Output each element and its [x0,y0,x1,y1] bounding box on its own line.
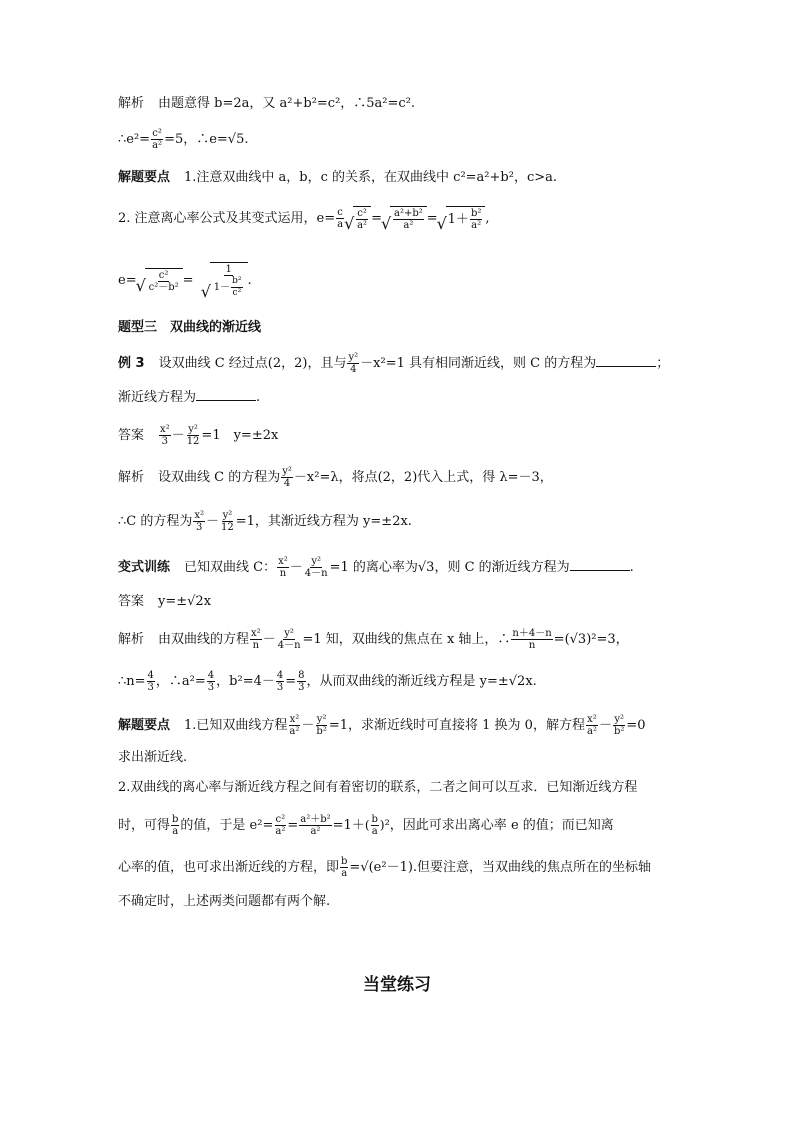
fraction: $\frac{b}{a}$ [172,814,179,837]
fraction: $\frac{\text{y²}}{12}$ [221,510,234,533]
fraction: $\frac{b}{a}$ [341,856,348,879]
label-daan: 答案 [118,428,145,443]
text: 不确定时，上述两类问题都有两个解. [118,894,331,909]
fraction: $\frac{\text{y²}}{\text{b²}}$ [316,714,327,737]
label-yaodian: 解题要点 [118,718,171,733]
text: =1＋ [332,818,365,833]
solution-line-1 [118,94,415,114]
sqrt: √ 1 1－ $\frac{\text{b²}}{\text{c²}}$ [210,262,248,299]
text: ∴e²= [118,132,151,147]
example-3-line-2 [118,388,260,408]
text: ，b²=4－ [216,674,275,689]
key-point-2-line-2 [118,748,187,768]
text: =1 y=±2x [201,428,279,443]
key-point-2-line-3 [118,778,637,798]
key-point-line-1 [118,168,557,188]
text: 由双曲线的方程 [158,632,250,647]
text: ，∴a²= [155,674,206,689]
solution-var-line-1: 解析 由双曲线的方程 $\frac{\text{x²}}{n}$ － $\frac{\text{y²}}{4-n}$ =1 知，双曲线的焦点在 x 轴上，∴ $\frac{n+4-n}{n}$ =(√3)²=3， [118,628,629,651]
answer-line-3: 答案 $\frac{\text{x²}}{3}$ － $\frac{\text{y²}}{12}$ =1 y=±2x [118,424,279,447]
fraction: $\frac{4}{3}$ [147,670,154,693]
key-point-2-line-4: 时，可得 $\frac{b}{a}$ 的值，于是 e²= $\frac{\text{c²}}{\text{a²}}$ = $\frac{\text{a²＋b²}}{\text{a²}}$ =1＋( $\frac{b}{a}$ )²，因此可求出离心率 e 的值；而已知离 [118,814,614,837]
text: 1.已知双曲线方程 [184,718,288,733]
sqrt: √ $\frac{\text{c²}}{\text{a²}}$ [353,206,371,231]
text: 求出渐近线. [118,750,188,765]
key-point-2-line-1: 解题要点 1.已知双曲线方程 $\frac{\text{x²}}{\text{a²}}$ － $\frac{\text{y²}}{\text{b²}}$ =1，求渐近线时可直接将 1 换为 0，解方程 $\frac{\text{x²}}{\text{a²}}$ － $\frac{\text{y²}}{\text{b²}}$ =0 [118,714,646,737]
text: y=±√2x [158,594,212,609]
fraction: $\frac{c}{a}$ [337,207,344,230]
text: ∴n= [118,674,146,689]
text: 渐近线方程为 [118,390,197,405]
text: －x²=λ，将点(2，2)代入上式，得 λ=－3， [293,470,553,485]
text: =0 [626,718,646,733]
sqrt: √ $\frac{\text{c²}}{\text{c²－b²}}$ [145,268,183,293]
text: 由题意得 b=2a，又 a²+b²=c²，∴5a²=c². [158,96,416,111]
label-yaodian: 解题要点 [118,170,171,185]
fraction: $\frac{\text{c²}}{\text{a²}}$ [275,814,286,837]
fraction: $\frac{\text{x²}}{3}$ [194,510,205,533]
text: 已知双曲线 C： [184,560,277,575]
text: =1，求渐近线时可直接将 1 换为 0，解方程 [328,718,585,733]
fraction: $\frac{\text{y²}}{12}$ [186,424,200,447]
text: 2. 注意离心率公式及其变式运用，e= [118,211,336,226]
solution-line-2 [118,128,249,151]
section-title-3: 题型三 双曲线的渐近线 [118,320,262,335]
fraction: $\frac{4}{3}$ [276,670,284,693]
text: ²，因此可求出离心率 e 的值；而已知离 [384,818,614,833]
fraction: $\frac{\text{x²}}{3}$ [160,424,170,447]
text: =(√3)²=3， [553,632,629,647]
text: ∴C 的方程为 [118,514,193,529]
fraction: $\frac{\text{x²}}{n}$ [251,628,261,651]
variant-line-1: 变式训练 已知双曲线 C： $\frac{\text{x²}}{n}$ － $\frac{\text{y²}}{4-n}$ =1 的离心率为√3，则 C 的渐近线方程为 . [118,556,634,579]
text: =1 的离心率为√3，则 C 的渐近线方程为 [329,560,570,575]
fraction: $\frac{\text{y²}}{4-n}$ [304,556,328,579]
fraction: $\frac{\text{y²}}{4-n}$ [277,628,301,651]
key-point-2-line-6 [118,892,330,912]
fraction: $\frac{b}{a}$ [371,814,378,837]
text: . [256,390,261,405]
answer-line-var [118,592,211,612]
fraction: $\frac{\text{y²}}{4}$ [282,466,292,489]
key-point-line-2: 2. 注意离心率公式及其变式运用，e= $\frac{c}{a}$ √ $\frac{\text{c²}}{\text{a²}}$ = √ $\frac{\text{a²+b²}}{\text{a²}}$ =√ 1＋ $\frac{\text{b²}}{\text{a²}}$ , [118,206,490,231]
fraction: $\frac{\text{x²}}{\text{a²}}$ [586,714,597,737]
text: =1，其渐近线方程为 y=±2x. [235,514,412,529]
fraction: $\frac{\text{y²}}{\text{b²}}$ [613,714,625,737]
text: 设双曲线 C 经过点(2，2)，且与 [158,356,347,371]
fraction: $\frac{\text{x²}}{\text{a²}}$ [289,714,300,737]
key-point-line-3: e= √ $\frac{\text{c²}}{\text{c²－b²}}$ = √ 1 1－ $\frac{\text{b²}}{\text{c²}}$ . [118,262,252,299]
text: 2.双曲线的离心率与渐近线方程之间有着密切的联系，二者之间可以互求．已知渐近线方程 [118,780,638,795]
sqrt: √ 1＋ $\frac{\text{b²}}{\text{a²}}$ [446,206,486,231]
answer-blank [196,388,256,401]
fraction: $\frac{\text{y²}}{4}$ [348,352,359,375]
text: 心率的值，也可求出渐近线的方程，即 [118,860,340,875]
fraction: $\frac{\text{c²}}{\text{a²}}$ [152,128,163,151]
solution-var-line-2: ∴n= $\frac{4}{3}$ ，∴a²= $\frac{4}{3}$ ，b²=4－ $\frac{4}{3}$ = $\frac{8}{3}$ ，从而双曲线的渐近线方程是 y=±√2x. [118,670,537,693]
fraction: $\frac{\text{x²}}{n}$ [278,556,288,579]
solution-3-line-1 [118,466,553,489]
text: 设双曲线 C 的方程为 [158,470,281,485]
example-3-line-1 [118,352,669,375]
label-jiexi: 解析 [118,632,145,647]
section-heading: 当堂练习 [363,975,431,995]
label-bianshi: 变式训练 [118,560,171,575]
label-li3: 例 3 [118,356,145,371]
text: . [629,560,634,575]
key-point-2-line-5 [118,856,651,879]
fraction: $\frac{4}{3}$ [207,670,215,693]
fraction: $\frac{\text{a²＋b²}}{\text{a²}}$ [300,814,331,837]
solution-3-line-2: ∴C 的方程为 $\frac{\text{x²}}{3}$ － $\frac{\text{y²}}{12}$ =1，其渐近线方程为 y=±2x. [118,510,412,533]
answer-blank [596,354,656,367]
text: 的值，于是 e²= [180,818,274,833]
label-jiexi: 解析 [118,96,145,111]
text: 时，可得 [118,818,171,833]
answer-blank [570,558,630,571]
text: =5，∴e=√5. [164,132,249,147]
text: e= [118,273,137,288]
label-jiexi: 解析 [118,470,145,485]
text: 1.注意双曲线中 a，b，c 的关系，在双曲线中 c²=a²+b²，c>a. [184,170,557,185]
sqrt: √ $\frac{\text{a²+b²}}{\text{a²}}$ [390,206,427,231]
text: ，从而双曲线的渐近线方程是 y=±√2x. [306,674,537,689]
text: =1 知，双曲线的焦点在 x 轴上，∴ [302,632,511,647]
text: －x²=1 具有相同渐近线，则 C 的方程为 [360,356,597,371]
text: =√(e²－1).但要注意，当双曲线的焦点所在的坐标轴 [349,860,652,875]
fraction: $\frac{n+4-n}{n}$ [512,628,552,651]
fraction: $\frac{8}{3}$ [298,670,305,693]
label-daan: 答案 [118,594,145,609]
text: ； [656,356,670,371]
